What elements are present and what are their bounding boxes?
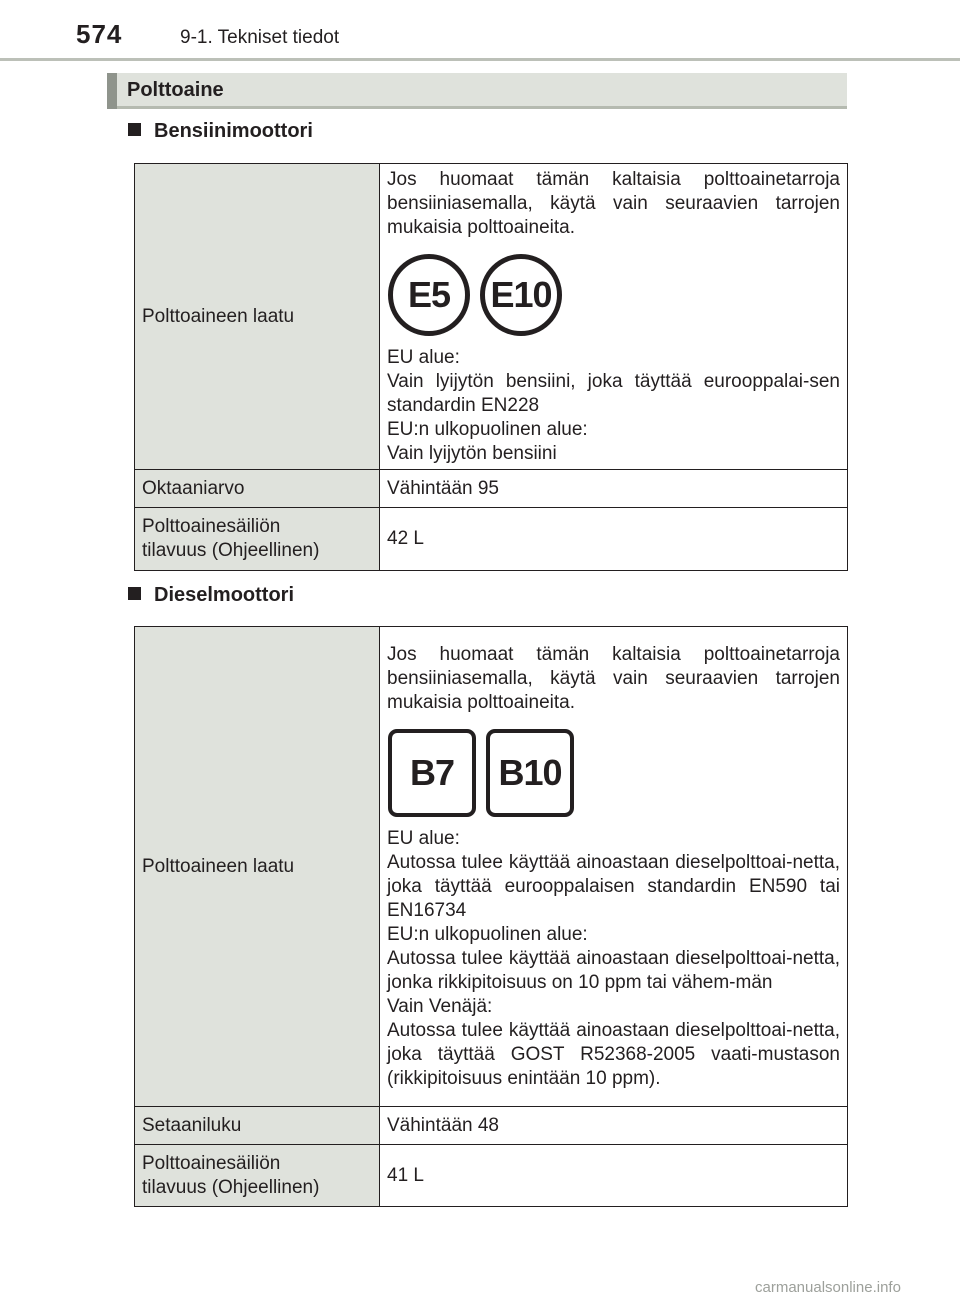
diesel-eu-text: Autossa tulee käyttää ainoastaan dieselpolttoai-netta, joka täyttää eurooppalaisen standardin EN590 tai EN16734 (387, 851, 840, 921)
table-row (135, 470, 848, 508)
table-row (135, 1107, 848, 1145)
petrol-quality-intro: Jos huomaat tämän kaltaisia polttoainetarroja bensiiniasemalla, käytä vain seuraavien tarrojen mukaisia polttoaineita. (387, 168, 840, 238)
header-rule (0, 58, 960, 61)
petrol-tank-label-line2: tilavuus (Ohjeellinen) (142, 540, 320, 561)
table-row (135, 508, 848, 571)
page-number: 574 (76, 19, 123, 49)
diesel-tank-label (135, 1145, 380, 1207)
diesel-cetane-value: Vähintään 48 (380, 1107, 848, 1145)
section-title-bar (107, 73, 847, 109)
diesel-non-eu-title: EU:n ulkopuolinen alue: (387, 923, 588, 945)
table-row (135, 627, 848, 1107)
square-bullet-icon (128, 587, 141, 600)
petrol-heading-text: Bensiinimoottori (154, 120, 313, 142)
petrol-non-eu-text: Vain lyijytön bensiini (387, 442, 557, 464)
petrol-eu-title: EU alue: (387, 346, 460, 368)
diesel-russia-title: Vain Venäjä: (387, 995, 493, 1017)
petrol-heading (128, 120, 313, 143)
diesel-quality-value (380, 627, 848, 1107)
fuel-label-e5-icon: E5 (388, 254, 470, 336)
table-row (135, 164, 848, 470)
petrol-tank-label (135, 508, 380, 571)
fuel-label-b10-icon: B10 (486, 729, 574, 817)
diesel-quality-intro: Jos huomaat tämän kaltaisia polttoainetarroja bensiiniasemalla, käytä vain seuraavien tarrojen mukaisia polttoaineita. (387, 643, 840, 713)
diesel-non-eu-text: Autossa tulee käyttää ainoastaan dieselpolttoai-netta, jonka rikkipitoisuus on 10 ppm tai vähem-män (387, 947, 840, 993)
diesel-russia-text: Autossa tulee käyttää ainoastaan dieselpolttoai-netta, joka täyttää GOST R52368-2005 vaati-mustason (rikkipitoisuus enintään 10 ppm). (387, 1019, 840, 1089)
diesel-tank-label-line2: tilavuus (Ohjeellinen) (142, 1176, 320, 1198)
fuel-label-b7-icon: B7 (388, 729, 476, 817)
watermark: carmanualsonline.info (755, 1279, 901, 1296)
petrol-quality-label: Polttoaineen laatu (135, 164, 380, 470)
table-row (135, 1145, 848, 1207)
petrol-non-eu-title: EU:n ulkopuolinen alue: (387, 418, 588, 440)
square-bullet-icon (128, 123, 141, 136)
petrol-octane-value: Vähintään 95 (380, 470, 848, 508)
diesel-heading-text: Dieselmoottori (154, 584, 295, 606)
petrol-tank-label-line1: Polttoainesäiliön (142, 516, 281, 537)
diesel-fuel-badges (388, 729, 840, 817)
petrol-quality-value (380, 164, 848, 470)
diesel-tank-value: 41 L (380, 1145, 848, 1207)
petrol-fuel-badges (388, 254, 840, 336)
fuel-label-e10-icon: E10 (480, 254, 562, 336)
diesel-tank-label-line1: Polttoainesäiliön (142, 1152, 281, 1174)
diesel-eu-title: EU alue: (387, 827, 460, 849)
diesel-quality-label: Polttoaineen laatu (135, 627, 380, 1107)
section-title: Polttoaine (127, 79, 224, 101)
petrol-tank-value: 42 L (380, 508, 848, 571)
petrol-spec-table (134, 163, 848, 571)
diesel-spec-table (134, 626, 848, 1207)
chapter-title: 9-1. Tekniset tiedot (180, 27, 340, 48)
diesel-heading (128, 584, 294, 607)
page-header (0, 0, 960, 60)
diesel-cetane-label: Setaaniluku (135, 1107, 380, 1145)
section-accent (107, 73, 117, 109)
petrol-octane-label: Oktaaniarvo (135, 470, 380, 508)
petrol-eu-text: Vain lyijytön bensiini, joka täyttää eurooppalai-sen standardin EN228 (387, 370, 840, 416)
